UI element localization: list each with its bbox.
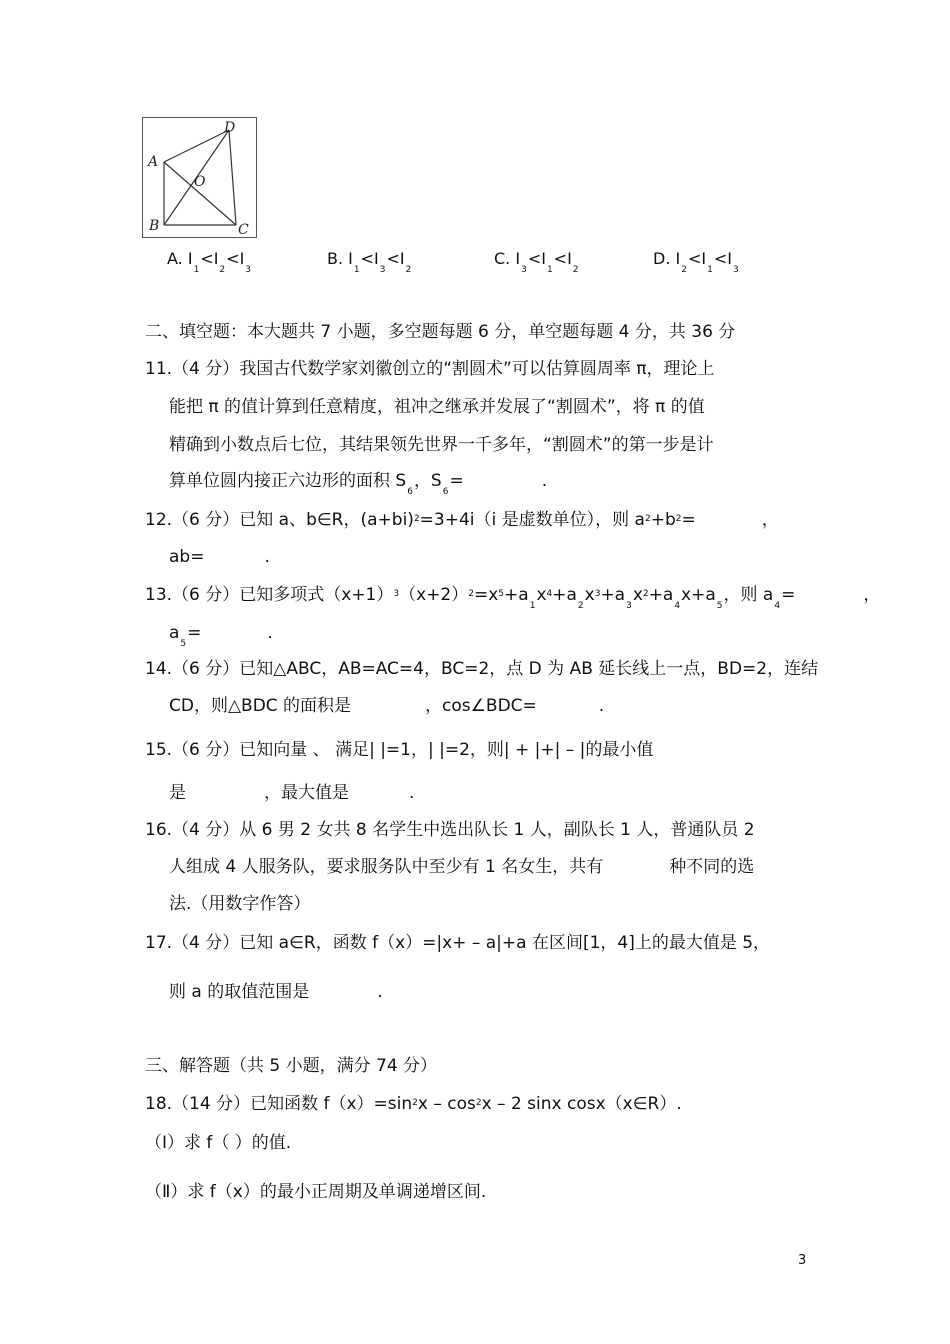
q17-line2	[169, 981, 383, 1003]
option-a-label: A.	[167, 249, 183, 268]
option-b-part: <I	[386, 249, 405, 268]
q13-sup: 5	[498, 589, 505, 599]
option-a-part: I	[187, 249, 193, 268]
q11-text: ，S	[413, 471, 442, 491]
q16-line2	[169, 856, 754, 878]
option-d-part: I	[675, 249, 681, 268]
option-b[interactable]	[327, 249, 412, 275]
q13-sup: 4	[546, 589, 553, 599]
q12-text: +b	[650, 510, 676, 530]
q13-text: .	[267, 623, 273, 643]
q18-text: 18.（14 分）已知函数 f（x）=sin	[145, 1094, 413, 1114]
q13-sub: 5	[716, 601, 723, 611]
option-d[interactable]	[653, 249, 740, 275]
q11-text: =	[449, 471, 464, 491]
q11-line3: 精确到小数点后七位，其结果领先世界一千多年，“割圆术”的第一步是计	[169, 435, 714, 455]
q13-sup: 2	[642, 589, 649, 599]
q12-sup: 2	[644, 514, 651, 524]
q16-line1: 16.（4 分）从 6 男 2 女共 8 名学生中选出队长 1 人，副队长 1 人，普通队员 2	[145, 820, 755, 840]
q13-line1	[145, 584, 880, 609]
option-c-part: I	[515, 249, 521, 268]
option-c-part: <I	[527, 249, 546, 268]
q15-text: 是	[169, 783, 186, 803]
option-a-sub: 2	[219, 265, 226, 275]
q18-text: x – 2 sinx cosx（x∈R）.	[481, 1094, 682, 1114]
q13-text: 13.（6 分）已知多项式（x+1）	[145, 585, 394, 605]
q13-sub: 3	[626, 601, 632, 611]
q13-text: ，则 a	[723, 585, 774, 605]
label-c: C	[238, 222, 249, 237]
label-o: O	[194, 174, 206, 190]
option-b-sub: 2	[405, 265, 412, 275]
option-d-label: D.	[653, 249, 671, 268]
q13-text: ，	[863, 585, 881, 605]
edge-dc	[229, 130, 236, 225]
q12-sup: 2	[413, 514, 420, 524]
quadrilateral-diagram	[143, 118, 256, 237]
q13-text: +a	[552, 585, 577, 605]
q13-text: x	[632, 585, 643, 605]
q17-line1: 17.（4 分）已知 a∈R，函数 f（x）=|x+ – a|+a 在区间[1，4]上的最大值是 5，	[145, 933, 771, 953]
option-c[interactable]	[494, 249, 580, 275]
option-a-part: <I	[226, 249, 245, 268]
q13-sub: 4	[774, 601, 781, 611]
q17-text: 则 a 的取值范围是	[169, 982, 310, 1002]
option-a[interactable]	[167, 249, 252, 275]
q13-text: +a	[600, 585, 626, 605]
option-d-sub: 3	[732, 265, 739, 275]
q15-text: .	[409, 783, 415, 803]
option-b-part: <I	[360, 249, 379, 268]
option-d-part: <I	[687, 249, 707, 268]
q13-sub: 2	[577, 601, 584, 611]
q14-text: CD，则△BDC 的面积是	[169, 696, 352, 716]
q14-line2	[169, 695, 604, 717]
q13-text: x+a	[681, 585, 716, 605]
q13-text: a	[169, 623, 180, 643]
option-d-sub: 1	[707, 265, 713, 275]
q13-sup: 2	[468, 589, 474, 599]
q18-part2: （Ⅱ）求 f（x）的最小正周期及单调递增区间.	[145, 1182, 487, 1202]
q18-line1	[145, 1093, 682, 1118]
q13-text: +a	[648, 585, 674, 605]
q13-text: =	[187, 623, 202, 643]
option-a-sub: 1	[193, 265, 200, 275]
section-2-title: 二、填空题：本大题共 7 小题，多空题每题 6 分，单空题每题 4 分，共 36 分	[145, 322, 736, 342]
option-b-label: B.	[327, 249, 344, 268]
q13-sub: 1	[529, 601, 536, 611]
q13-sup: 3	[393, 589, 400, 599]
q11-sub: 6	[407, 487, 413, 497]
option-b-sub: 1	[353, 265, 360, 275]
q18-sup: 2	[475, 1098, 482, 1108]
q12-text: 12.（6 分）已知 a、b∈R，(a+bi)	[145, 510, 414, 530]
option-b-sub: 3	[379, 265, 386, 275]
q18-text: x – cos	[417, 1094, 476, 1114]
q11-line4	[169, 470, 547, 495]
option-c-sub: 3	[521, 265, 527, 275]
section-3-title: 三、解答题（共 5 小题，满分 74 分）	[145, 1056, 438, 1076]
geometry-figure	[142, 117, 257, 238]
q14-text: ，cos∠BDC=	[425, 696, 537, 716]
q13-sub: 4	[674, 601, 681, 611]
q11-line1: 11.（4 分）我国古代数学家刘徽创立的“割圆术”可以估算圆周率 π，理论上	[145, 359, 715, 379]
q12-text: ，	[761, 510, 779, 530]
q13-text: x	[536, 585, 547, 605]
option-c-sub: 1	[546, 265, 553, 275]
q14-line1: 14.（6 分）已知△ABC，AB=AC=4，BC=2，点 D 为 AB 延长线上一点，BD=2，连结	[145, 659, 819, 679]
q13-sub: 5	[180, 639, 187, 649]
q16-text: 种不同的选	[669, 857, 755, 877]
q18-part1: （Ⅰ）求 f（ ）的值.	[145, 1133, 292, 1153]
q13-text: x	[584, 585, 595, 605]
q16-line3: 法.（用数字作答）	[169, 894, 311, 914]
label-b: B	[149, 218, 160, 234]
q12-text: ab=	[169, 547, 205, 567]
q12-line1	[145, 509, 779, 534]
option-c-part: <I	[553, 249, 572, 268]
q13-line2	[169, 622, 273, 647]
q14-text: .	[598, 696, 605, 716]
q15-line2	[169, 782, 414, 804]
option-d-part: <I	[713, 249, 732, 268]
edge-ad	[164, 130, 229, 162]
q12-line2	[169, 546, 270, 568]
q11-end: .	[541, 471, 548, 491]
q12-text: =3+4i（i 是虚数单位），则 a	[419, 510, 645, 530]
q13-text: =x	[473, 585, 499, 605]
label-d: D	[224, 120, 236, 136]
q11-text: 算单位圆内接正六边形的面积 S	[169, 471, 407, 491]
option-b-part: I	[348, 249, 353, 268]
option-c-sub: 2	[572, 265, 579, 275]
q13-text: （x+2）	[399, 585, 469, 605]
q13-text: +a	[504, 585, 529, 605]
q16-text: 人组成 4 人服务队，要求服务队中至少有 1 名女生，共有	[169, 857, 604, 877]
option-c-label: C.	[494, 249, 511, 268]
q15-line1: 15.（6 分）已知向量 、 满足| |=1，| |=2，则| + |+| – |的最小值	[145, 740, 654, 760]
q13-text: =	[781, 585, 796, 605]
q17-text: .	[377, 982, 383, 1002]
option-a-part: <I	[200, 249, 219, 268]
q15-text: ，最大值是	[264, 783, 349, 803]
page-number: 3	[798, 1253, 807, 1268]
label-a: A	[148, 154, 159, 170]
q12-sup: 2	[675, 514, 682, 524]
q13-sup: 3	[594, 589, 601, 599]
q12-text: .	[264, 547, 270, 567]
q11-sub: 6	[442, 487, 449, 497]
q18-sup: 2	[412, 1098, 418, 1108]
q11-line2: 能把 π 的值计算到任意精度，祖冲之继承并发展了“割圆术”，将 π 的值	[169, 397, 705, 417]
option-d-sub: 2	[681, 265, 687, 275]
option-a-sub: 3	[245, 265, 252, 275]
q12-text: =	[681, 510, 696, 530]
